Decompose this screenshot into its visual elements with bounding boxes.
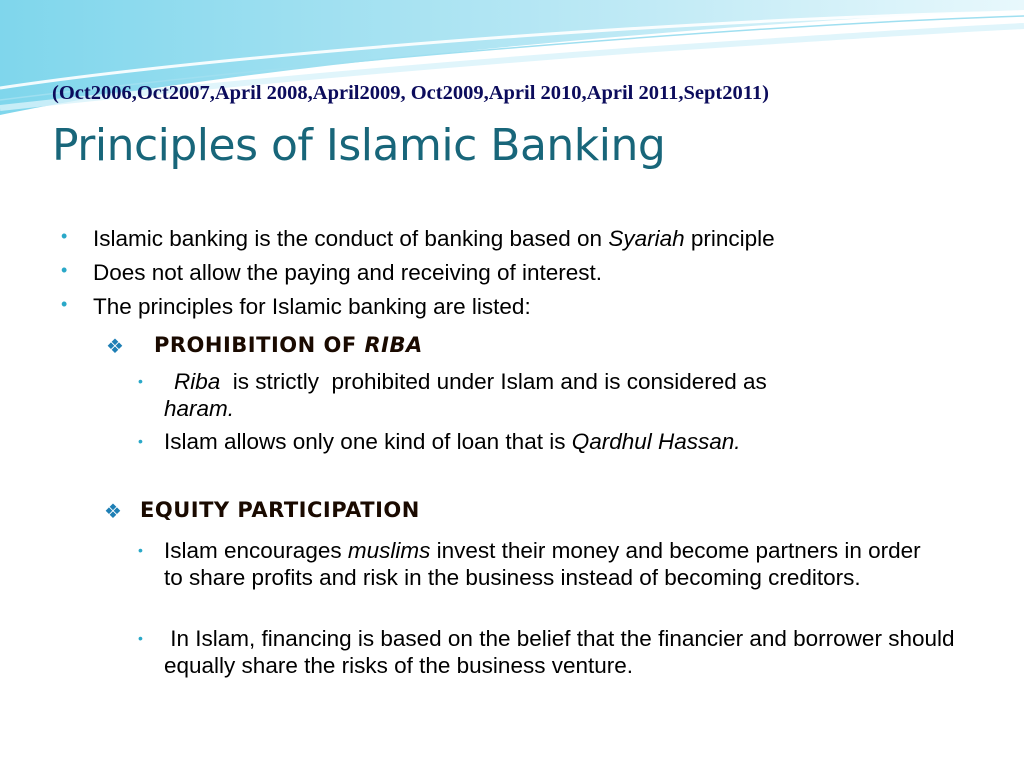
list-item-emphasis: haram.	[164, 396, 235, 421]
list-item	[138, 537, 924, 591]
round-bullet-icon: •	[138, 373, 143, 389]
heading-text: PROHIBITION OF	[154, 333, 365, 357]
round-bullet-icon: •	[61, 260, 68, 280]
list-item-text: Does not allow the paying and receiving of interest.	[93, 260, 603, 285]
list-item	[138, 428, 964, 455]
list-item	[138, 368, 964, 422]
slide-title: Principles of Islamic Banking	[52, 120, 666, 171]
list-item-text: In Islam, financing is based on the belief that the financier and borrower should equally share the risks of the business venture.	[164, 626, 961, 678]
list-item	[61, 294, 531, 320]
list-item-text: Islam allows only one kind of loan that is	[164, 429, 572, 454]
list-item-emphasis: muslims	[347, 538, 431, 563]
round-bullet-icon: •	[138, 630, 143, 646]
list-item-text: Islam encourages	[164, 538, 348, 563]
list-item-text: is strictly prohibited under Islam and is considered as	[220, 369, 767, 394]
list-item-emphasis: Qardhul Hassan.	[571, 429, 741, 454]
list-item	[61, 226, 775, 252]
list-item	[61, 260, 603, 286]
heading-emphasis: RIBA	[364, 333, 423, 357]
slide-subtitle: (Oct2006,Oct2007,April 2008,April2009, Oct2009,April 2010,April 2011,Sept2011)	[52, 82, 769, 104]
diamond-bullet-icon: ❖	[104, 499, 123, 523]
list-item-emphasis: Riba	[174, 369, 221, 394]
round-bullet-icon: •	[138, 542, 143, 558]
list-item-emphasis: Syariah	[608, 226, 685, 251]
section-heading	[104, 498, 420, 523]
round-bullet-icon: •	[61, 226, 68, 246]
list-item-text: The principles for Islamic banking are listed:	[93, 294, 531, 319]
list-item-text: invest their money and become partners in order to share profits and risk in the business instead of becoming creditors.	[164, 538, 921, 590]
round-bullet-icon: •	[61, 294, 68, 314]
round-bullet-icon: •	[138, 433, 143, 449]
list-item	[138, 625, 964, 679]
list-item-text: principle	[684, 226, 775, 251]
section-heading	[106, 333, 423, 358]
diamond-bullet-icon: ❖	[106, 334, 125, 358]
heading-text: EQUITY PARTICIPATION	[140, 498, 420, 522]
list-item-text: Islamic banking is the conduct of banking based on	[93, 226, 609, 251]
